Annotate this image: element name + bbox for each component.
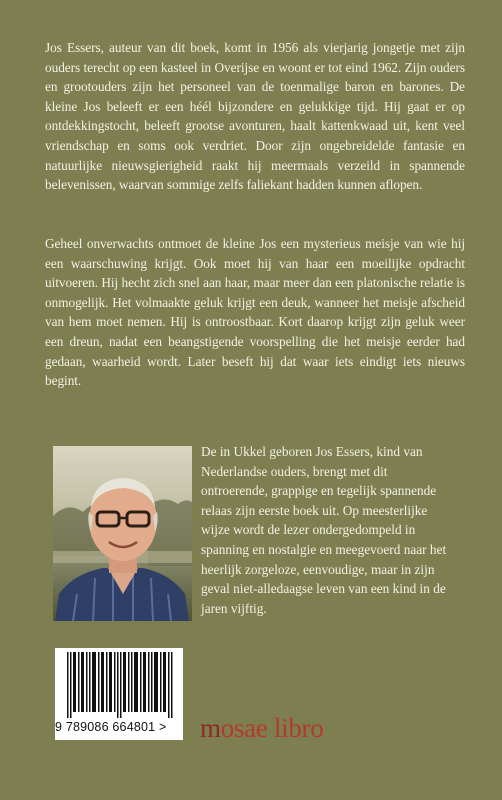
publisher-logo-initial: m: [200, 713, 221, 743]
author-bio: De in Ukkel geboren Jos Essers, kind van Nederlandse ouders, brengt met dit ontroerende, grappige en tegelijk spannende relaas zijn eerste boek uit. Op meesterlijke wijze wordt de lezer ondergedompeld in spanning en nostalgie en meegevoerd naar het heerlijk zorgeloze, eenvoudige, maar in zijn geval niet-alledaagse leven van een kind in de jaren vijftig.: [201, 444, 447, 616]
blurb-paragraph-1: Jos Essers, auteur van dit boek, komt in 1956 als vierjarig jongetje met zijn ouders terecht op een kasteel in Overijse en woont er tot eind 1962. Zijn ouders en grootouders zijn het personeel van de toenmalige baron en barones. De kleine Jos beleeft er een héél bijzondere en gelukkige tijd. Hij gaat er op ontdekkingstocht, beleeft grootse avonturen, haalt kattenkwaad uit, kent veel vriendschap en soms ook verdriet. Door zijn ongebreidelde fantasie en natuurlijke nieuwsgierigheid raakt hij meermaals verzeild in spannende belevenissen, waarvan sommige zelfs faliekant hadden kunnen aflopen.: [45, 40, 465, 193]
blurb-paragraph-2: Geheel onverwachts ontmoet de kleine Jos een mysterieus meisje van wie hij een waarschuwing krijgt. Ook moet hij van haar een moeilijke opdracht uitvoeren. Hij hecht zich snel aan haar, maar meer dan een platonische relatie is onmogelijk. Het volmaakte geluk krijgt een deuk, wanneer het meisje afscheid van hem moet nemen. Hij is ontroostbaar. Kort daarop krijgt zijn geluk weer een dreun, nadat een beangstigende voorspelling die het meisje eerder had gedaan, waarheid wordt. Later beseft hij dat waar iets eindigt iets nieuws begint.: [45, 236, 465, 389]
isbn-barcode: [55, 648, 183, 740]
publisher-logo: [200, 713, 323, 743]
author-photo: [53, 446, 192, 621]
isbn-number: 9 789086 664801 >: [55, 720, 167, 734]
publisher-logo-text: osae libro: [220, 713, 324, 743]
